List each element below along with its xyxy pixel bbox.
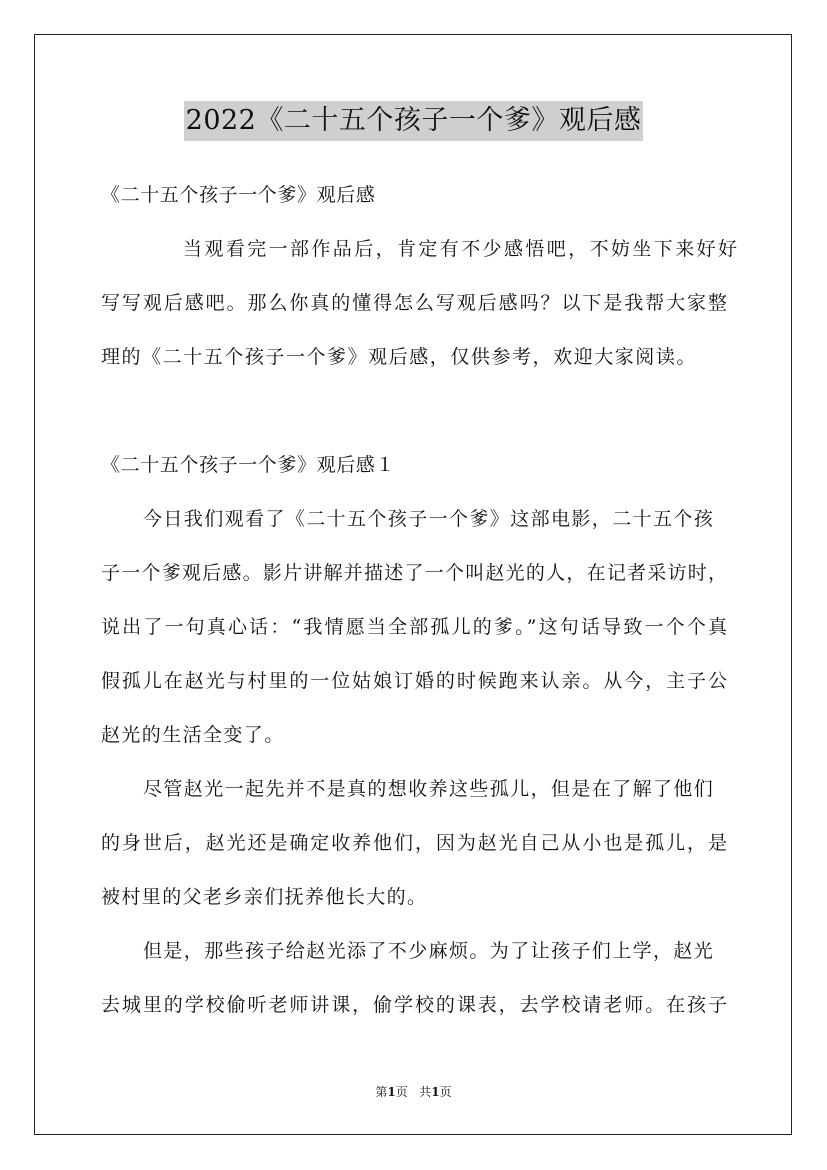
footer-total-pages: 1 xyxy=(431,1085,440,1099)
para3-line-2: 去城里的学校偷听老师讲课，偷学校的课表，去学校请老师。在孩子 xyxy=(101,994,727,1016)
document-title: 2022《二十五个孩子一个爹》观后感 xyxy=(184,101,644,141)
para2-line-2: 的身世后，赵光还是确定收养他们，因为赵光自己从小也是孤儿，是 xyxy=(101,832,727,854)
intro-line-3: 理的《二十五个孩子一个爹》观后感，仅供参考，欢迎大家阅读。 xyxy=(101,346,697,368)
title-container xyxy=(0,101,827,141)
footer-total-prefix: 共 xyxy=(419,1085,432,1099)
para1-line-1: 今日我们观看了《二十五个孩子一个爹》这部电影，二十五个孩 xyxy=(143,508,715,530)
para2-line-1: 尽管赵光一起先并不是真的想收养这些孤儿，但是在了解了他们 xyxy=(143,778,715,800)
section-heading-1: 《二十五个孩子一个爹》观后感１ xyxy=(101,454,396,476)
para1-line-4: 假孤儿在赵光与村里的一位姑娘订婚的时候跑来认亲。从今，主子公 xyxy=(101,670,727,692)
footer-page-prefix: 第 xyxy=(375,1085,388,1099)
subtitle: 《二十五个孩子一个爹》观后感 xyxy=(101,184,376,206)
para1-line-2: 子一个爹观后感。影片讲解并描述了一个叫赵光的人，在记者采访时， xyxy=(101,562,727,584)
page-footer xyxy=(0,1084,827,1100)
intro-line-2: 写写观后感吧。那么你真的懂得怎么写观后感吗？以下是我帮大家整 xyxy=(101,292,727,314)
para1-line-5: 赵光的生活全变了。 xyxy=(101,724,285,746)
para2-line-3: 被村里的父老乡亲们抚养他长大的。 xyxy=(101,886,428,908)
para1-line-3: 说出了一句真心话：“我情愿当全部孤儿的爹。”这句话导致一个个真 xyxy=(101,616,727,638)
footer-total-suffix: 页 xyxy=(439,1085,452,1099)
intro-line-1: 当观看完一部作品后，肯定有不少感悟吧，不妨坐下来好好 xyxy=(183,238,740,260)
para3-line-1: 但是，那些孩子给赵光添了不少麻烦。为了让孩子们上学，赵光 xyxy=(143,940,715,962)
footer-page-number: 1 xyxy=(387,1085,396,1099)
footer-page-suffix: 页 xyxy=(395,1085,408,1099)
